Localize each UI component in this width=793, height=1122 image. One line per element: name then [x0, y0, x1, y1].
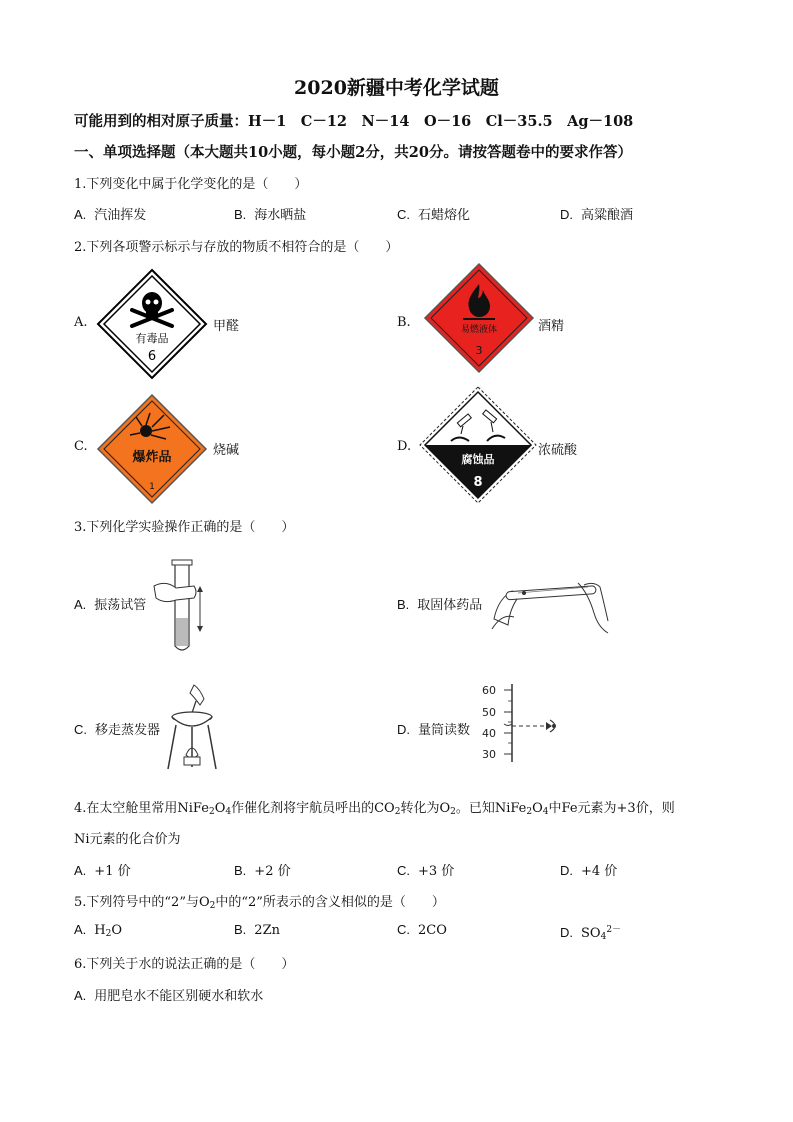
q3-option-b[interactable]: B. 取固体药品 [397, 597, 483, 613]
page-title: 2020新疆中考化学试题 [294, 77, 499, 99]
corrosive-sign-icon [419, 386, 537, 504]
q5-option-b[interactable]: B. 2Zn [234, 922, 280, 938]
cylinder-tick-40: 40 [482, 727, 496, 740]
flammable-sign-number: 3 [475, 344, 483, 357]
take-solid-reagent-illustration [488, 573, 614, 639]
q3-option-d[interactable]: D. 量筒读数 [397, 722, 471, 738]
toxic-sign-number: 6 [147, 349, 157, 364]
q2-option-b-text: 酒精 [538, 319, 565, 334]
q5-option-d[interactable]: D. $SO_4^{2-}$ [560, 925, 622, 942]
question-6-stem: 6.下列关于水的说法正确的是（ ） [74, 957, 295, 972]
section-heading: 一、单项选择题（本大题共10小题，每小题2分，共20分。请按答题卷中的要求作答） [74, 144, 632, 161]
q4-option-b[interactable]: B. +2 价 [234, 863, 291, 879]
q6-option-a[interactable]: A. 用肥皂水不能区别硬水和软水 [74, 988, 264, 1004]
graduated-cylinder-illustration [480, 682, 566, 766]
q4-option-c[interactable]: C. +3 价 [397, 863, 455, 879]
q2-option-a-text: 甲醛 [213, 319, 240, 334]
q1-option-d[interactable]: D. 高粱酿酒 [560, 207, 634, 223]
cylinder-tick-30: 30 [482, 748, 496, 761]
q2-option-c-text: 烧碱 [213, 443, 240, 458]
corrosive-sign-number: 8 [473, 475, 483, 490]
q5-option-a[interactable]: A. $H_2O$ [74, 922, 123, 939]
explosive-sign-number: 1 [149, 482, 155, 492]
q1-option-c[interactable]: C. 石蜡熔化 [397, 207, 471, 223]
q2-option-c-label[interactable]: C. [74, 439, 88, 454]
q5-option-c[interactable]: C. 2CO [397, 922, 447, 938]
q3-option-c[interactable]: C. 移走蒸发器 [74, 722, 161, 738]
toxic-sign-icon [96, 268, 208, 380]
question-4-stem-line2: Ni元素的化合价为 [74, 832, 181, 847]
question-5-stem: 5.下列符号中的“2”与$O_2$中的“2”所表示的含义相似的是（ ） [74, 895, 445, 911]
q2-option-a-label[interactable]: A. [74, 315, 88, 330]
corrosive-sign-text: 腐蚀品 [461, 453, 495, 466]
question-3-stem: 3.下列化学实验操作正确的是（ ） [74, 520, 295, 535]
evaporating-dish-illustration [164, 683, 220, 773]
question-4-stem: 4.在太空舱里常用$NiFe_2O_4$作催化剂将宇航员呼出的$CO_2$转化为$O_2$。已知$NiFe_2O_4$中Fe元素为+3价，则 [74, 801, 675, 817]
question-1-stem: 1.下列变化中属于化学变化的是（ ） [74, 177, 308, 192]
atomic-masses: 可能用到的相对原子质量：H－1 C－12 N－14 O－16 Cl－35.5 Ag－108 [74, 113, 634, 130]
cylinder-tick-50: 50 [482, 706, 496, 719]
q3-option-a[interactable]: A. 振荡试管 [74, 597, 147, 613]
q4-option-d[interactable]: D. +4 价 [560, 863, 618, 879]
explosive-sign-icon [96, 393, 208, 505]
explosive-sign-text: 爆炸品 [132, 450, 172, 465]
toxic-sign-text: 有毒品 [135, 332, 169, 345]
q2-option-d-label[interactable]: D. [397, 439, 412, 454]
shake-test-tube-illustration [146, 558, 210, 658]
question-2-stem: 2.下列各项警示标示与存放的物质不相符合的是（ ） [74, 240, 399, 255]
cylinder-tick-60: 60 [482, 684, 496, 697]
q4-option-a[interactable]: A. +1 价 [74, 863, 131, 879]
q1-option-a[interactable]: A. 汽油挥发 [74, 207, 147, 223]
q1-option-b[interactable]: B. 海水晒盐 [234, 207, 307, 223]
q2-option-d-text: 浓硫酸 [538, 443, 578, 458]
flammable-sign-text: 易燃液体 [460, 325, 498, 335]
q2-option-b-label[interactable]: B. [397, 315, 411, 330]
flammable-liquid-sign-icon [423, 262, 535, 374]
